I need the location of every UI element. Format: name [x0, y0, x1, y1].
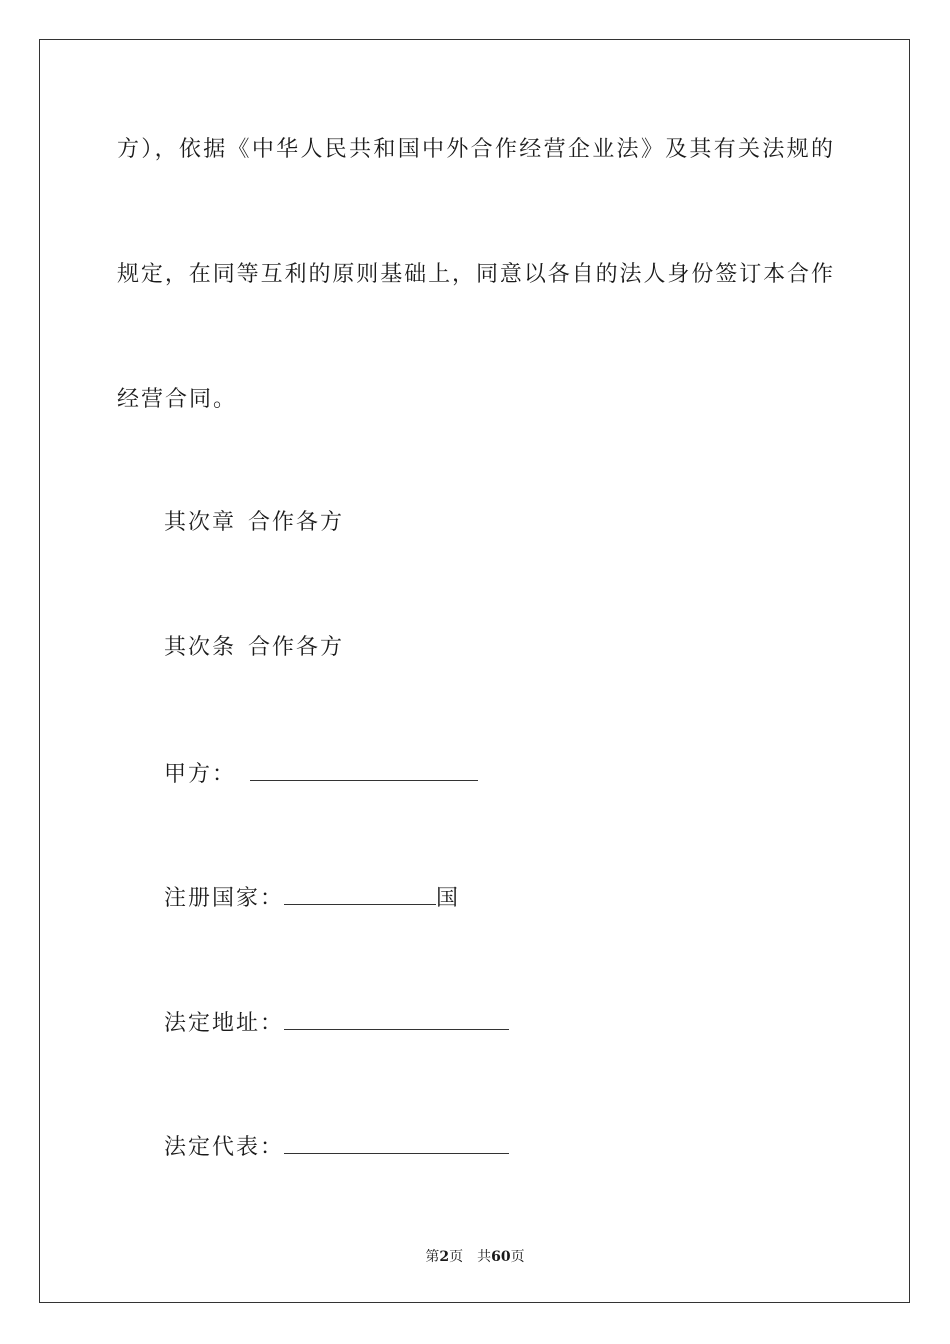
country-row [164, 882, 460, 914]
representative-blank [284, 1131, 509, 1154]
footer-total-prefix: 共 [477, 1249, 492, 1265]
chapter-number: 其次章 [164, 510, 237, 535]
paragraph-line-2: 规定，在同等互利的原则基础上，同意以各自的法人身份签订本合作 [117, 262, 833, 287]
footer-page-unit: 页 [449, 1249, 464, 1265]
article-number: 其次条 [164, 635, 237, 660]
party-a-row [164, 758, 478, 790]
article-title: 合作各方 [248, 635, 345, 660]
footer-total-pages: 60 [491, 1249, 511, 1265]
country-suffix: 国 [436, 886, 461, 911]
country-label: 注册国家： [164, 886, 285, 911]
footer-total-unit: 页 [510, 1249, 525, 1265]
chapter-heading [164, 508, 344, 538]
representative-row [164, 1131, 509, 1163]
party-a-blank [250, 758, 478, 781]
chapter-title: 合作各方 [248, 510, 345, 535]
footer-prefix: 第 [425, 1249, 440, 1265]
address-blank [284, 1007, 509, 1030]
address-row [164, 1007, 509, 1039]
paragraph-line-1: 方），依据《中华人民共和国中外合作经营企业法》及其有关法规的 [117, 137, 833, 162]
article-heading [164, 633, 344, 663]
page-border [39, 39, 910, 1303]
address-label: 法定地址： [164, 1011, 285, 1036]
page-footer [0, 1247, 950, 1267]
party-a-label: 甲方： [164, 762, 237, 787]
footer-page-number: 2 [439, 1249, 450, 1265]
paragraph-line-3: 经营合同。 [117, 387, 238, 412]
representative-label: 法定代表： [164, 1135, 285, 1160]
country-blank [284, 882, 436, 905]
